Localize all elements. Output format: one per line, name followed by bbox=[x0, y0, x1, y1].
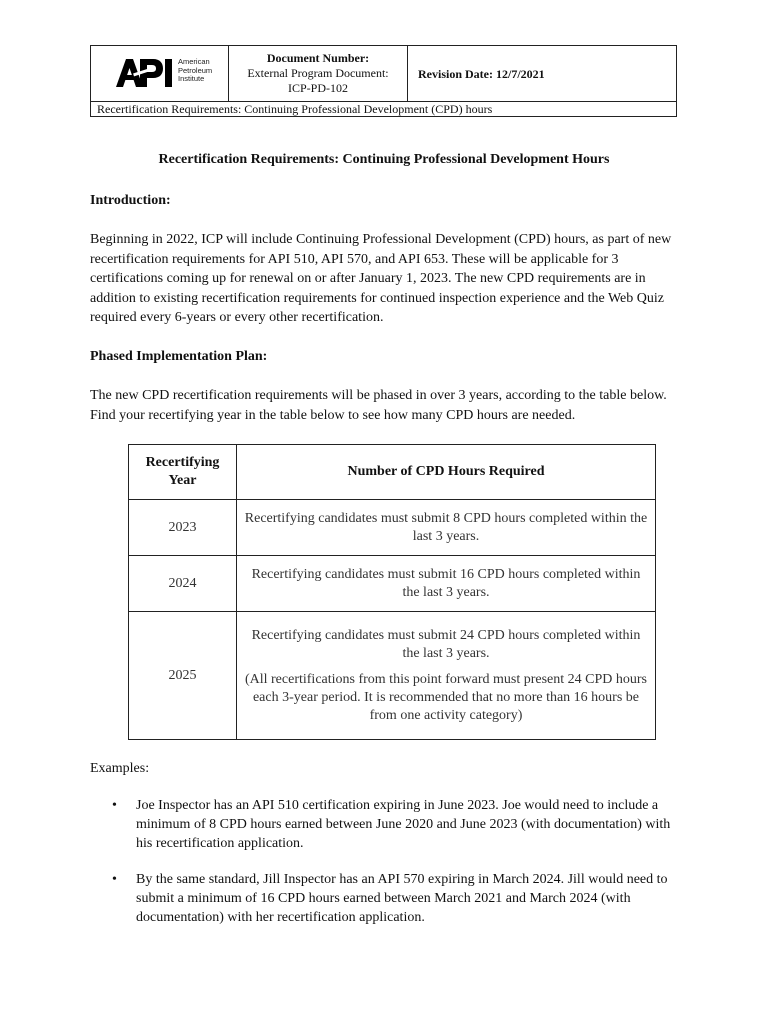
requirement-note: (All recertifications from this point forward must present 24 CPD hours each 3-year period. It is recommended that no more than 16 hours be from one activity category) bbox=[244, 671, 648, 723]
header-subject: Recertification Requirements: Continuing Professional Development (CPD) hours bbox=[97, 102, 493, 116]
doc-number-label: Document Number: bbox=[266, 51, 370, 65]
logo-cell bbox=[91, 46, 229, 101]
logo-line: Petroleum bbox=[178, 65, 213, 75]
bullet-icon: • bbox=[112, 798, 117, 813]
page-title: Recertification Requirements: Continuing Professional Development Hours bbox=[158, 152, 610, 167]
bullet-icon: • bbox=[112, 872, 117, 887]
requirement-text: Recertifying candidates must submit 24 CPD hours completed within the last 3 years. bbox=[251, 627, 641, 661]
col-header-year: Recertifying Year bbox=[129, 445, 237, 500]
year-cell: 2024 bbox=[129, 556, 237, 612]
logo-line: American bbox=[178, 57, 210, 66]
doc-type: External Program Document: bbox=[247, 66, 389, 80]
year-cell: 2025 bbox=[129, 612, 237, 740]
list-item bbox=[90, 870, 680, 927]
table-row bbox=[129, 556, 656, 612]
header-top-row bbox=[91, 46, 676, 102]
logo-wordmark bbox=[178, 58, 212, 84]
revision-date: Revision Date: 12/7/2021 bbox=[418, 67, 545, 81]
table-row bbox=[129, 500, 656, 556]
requirement-cell: Recertifying candidates must submit 16 CPD hours completed within the last 3 years. bbox=[237, 556, 656, 612]
col-header-hours: Number of CPD Hours Required bbox=[237, 445, 656, 500]
document-number-cell bbox=[229, 46, 408, 101]
api-logo-icon bbox=[116, 56, 174, 88]
example-text: By the same standard, Jill Inspector has an API 570 expiring in March 2024. Jill would need to submit a minimum of 16 CPD hours earned between March 2021 and March 2024 (with documentation) with her recertification application. bbox=[136, 872, 668, 925]
plan-paragraph: The new CPD recertification requirements will be phased in over 3 years, according to the table below. Find your recertifying year in the table below to see how many CPD hours are needed. bbox=[90, 388, 667, 423]
logo-line: Institute bbox=[178, 74, 205, 83]
intro-heading: Introduction: bbox=[90, 193, 171, 208]
examples-label: Examples: bbox=[90, 761, 150, 776]
example-text: Joe Inspector has an API 510 certification expiring in June 2023. Joe would need to include a minimum of 8 CPD hours earned between June 2020 and June 2023 (with documentation) with his recertification application. bbox=[136, 798, 671, 851]
document-header bbox=[90, 45, 677, 117]
examples-list bbox=[90, 796, 680, 944]
intro-paragraph: Beginning in 2022, ICP will include Continuing Professional Development (CPD) hours, as part of new recertification requirements for API 510, API 570, and API 653. These will be applicable for 3 certifications coming up for renewal on or after January 1, 2023. The new CPD requirements are in addition to existing recertification requirements for continued inspection experience and the Web Quiz required every 6-years or every other recertification. bbox=[90, 232, 672, 325]
requirement-cell: Recertifying candidates must submit 8 CPD hours completed within the last 3 years. bbox=[237, 500, 656, 556]
year-cell: 2023 bbox=[129, 500, 237, 556]
plan-heading: Phased Implementation Plan: bbox=[90, 349, 268, 364]
list-item bbox=[90, 796, 680, 853]
doc-id: ICP-PD-102 bbox=[287, 81, 348, 95]
cpd-hours-table bbox=[128, 444, 656, 740]
table-header-row bbox=[129, 445, 656, 500]
requirement-cell bbox=[237, 612, 656, 740]
table-row bbox=[129, 612, 656, 740]
